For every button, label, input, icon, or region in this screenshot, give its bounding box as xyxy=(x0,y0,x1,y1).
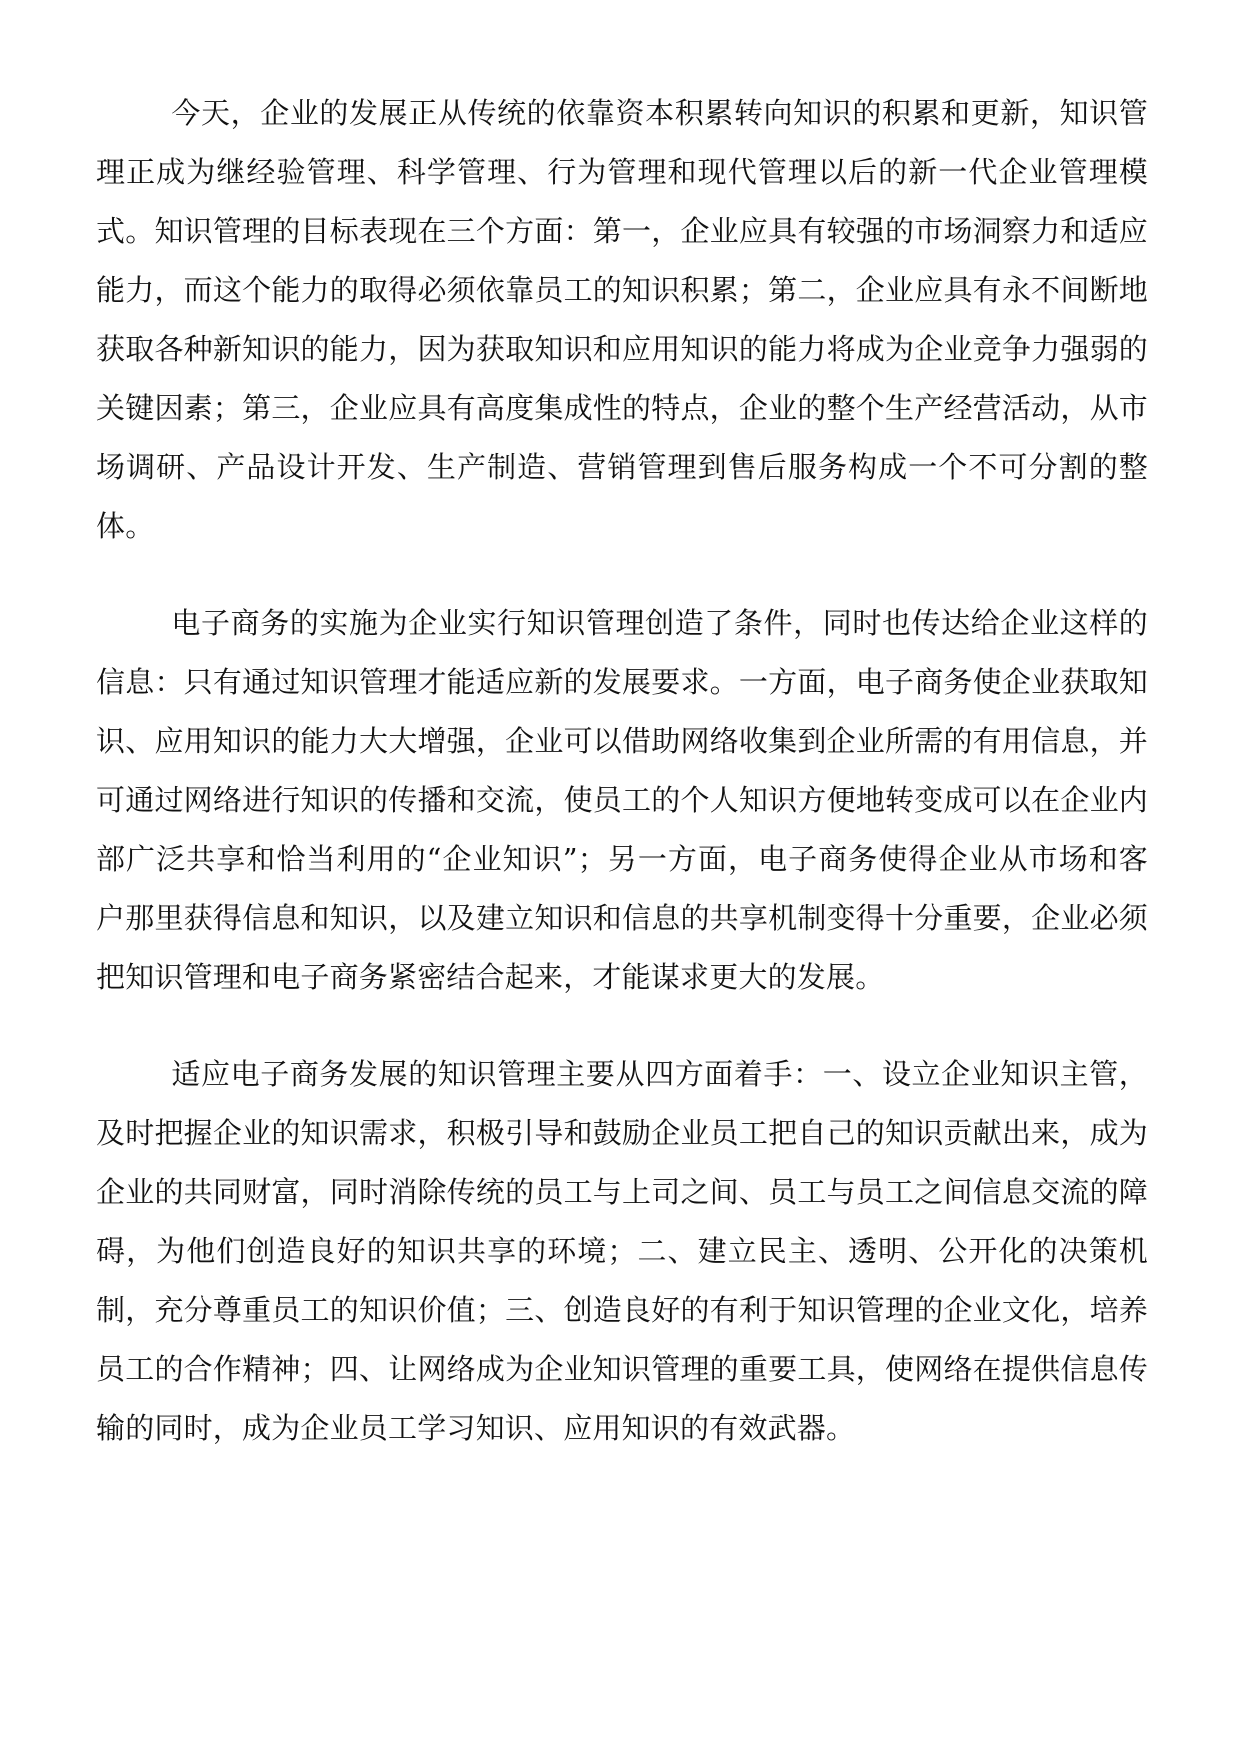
paragraph-knowledge-management-goals: 今天，企业的发展正从传统的依靠资本积累转向知识的积累和更新，知识管理正成为继经验管理、科学管理、行为管理和现代管理以后的新一代企业管理模式。知识管理的目标表现在三个方面：第一，企业应具有较强的市场洞察力和适应能力，而这个能力的取得必须依靠员工的知识积累；第二，企业应具有永不间断地获取各种新知识的能力，因为获取知识和应用知识的能力将成为企业竞争力强弱的关键因素；第三，企业应具有高度集成性的特点，企业的整个生产经营活动，从市场调研、产品设计开发、生产制造、营销管理到售后服务构成一个不可分割的整体。 xyxy=(96,96,1148,543)
paragraph-four-approaches: 适应电子商务发展的知识管理主要从四方面着手：一、设立企业知识主管，及时把握企业的知识需求，积极引导和鼓励企业员工把自己的知识贡献出来，成为企业的共同财富，同时消除传统的员工与上司之间、员工与员工之间信息交流的障碍，为他们创造良好的知识共享的环境；二、建立民主、透明、公开化的决策机制，充分尊重员工的知识价值；三、创造良好的有利于知识管理的企业文化，培养员工的合作精神；四、让网络成为企业知识管理的重要工具，使网络在提供信息传输的同时，成为企业员工学习知识、应用知识的有效武器。 xyxy=(96,1057,1148,1445)
paragraph-e-commerce-conditions: 电子商务的实施为企业实行知识管理创造了条件，同时也传达给企业这样的信息：只有通过知识管理才能适应新的发展要求。一方面，电子商务使企业获取知识、应用知识的能力大大增强，企业可以借助网络收集到企业所需的有用信息，并可通过网络进行知识的传播和交流，使员工的个人知识方便地转变成可以在企业内部广泛共享和恰当利用的“企业知识”；另一方面，电子商务使得企业从市场和客户那里获得信息和知识，以及建立知识和信息的共享机制变得十分重要，企业必须把知识管理和电子商务紧密结合起来，才能谋求更大的发展。 xyxy=(96,606,1148,994)
document-body xyxy=(96,84,1148,1458)
